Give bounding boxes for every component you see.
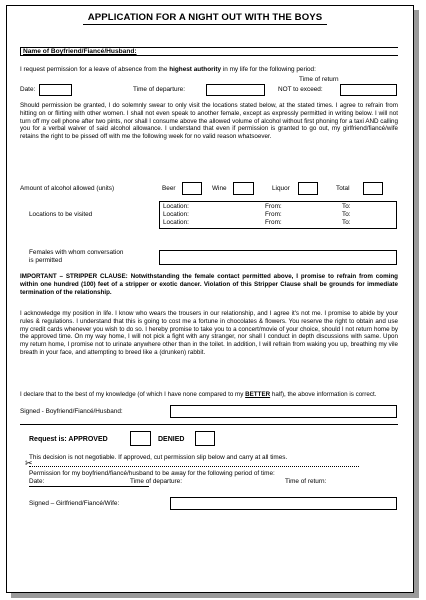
cut-line [29, 466, 359, 467]
form-title: APPLICATION FOR A NIGHT OUT WITH THE BOYS [83, 12, 327, 25]
declaration: I declare that to the best of my knowledge (of which I have none compared to my BETTER half), the above information is correct. [20, 391, 377, 398]
slip-departure-label: Time of departure: [130, 478, 182, 485]
return-label-line1: Time of return [299, 76, 339, 83]
signed-girlfriend-label: Signed – Girlfriend/Fiancé/Wife: [29, 500, 120, 507]
slip-return-label: Time of return: [285, 478, 327, 485]
liquor-field[interactable] [298, 182, 318, 195]
females-field[interactable] [159, 250, 397, 265]
location-row-1-from: From: [265, 203, 282, 210]
approved-checkbox[interactable] [130, 431, 151, 446]
total-field[interactable] [363, 182, 383, 195]
alcohol-label: Amount of alcohol allowed (units) [20, 185, 115, 192]
name-field[interactable] [20, 47, 398, 56]
denied-label: DENIED [158, 436, 185, 443]
name-label: Name of Boyfriend/Fiancé/Husband: [23, 48, 137, 55]
permission-paragraph: Should permission be granted, I do solemnly swear to only visit the locations stated below, at the stated times. I agree to refrain from hitting on or flirting with other women. I shall not even speak to another female, except as expressly permitted in writing below. I will not turn off my cell phone after two pints, nor shall I consume above the allowed volume of alcohol without first phoning for a taxi AND calling you for a verbal waiver of said alcohol allowance. I understand that even if permission is granted to go out, my girlfriend/fiancé/wife retains the right to be pissed off with me the following week for no valid reason whatsoever. [20, 102, 398, 140]
liquor-label: Liquor [272, 185, 290, 192]
date-field[interactable] [39, 84, 72, 96]
date-label: Date: [20, 86, 36, 93]
location-row-1-location: Location: [163, 203, 189, 210]
females-label-line1: Females with whom conversation [29, 249, 124, 256]
location-row-3-to: To: [342, 219, 351, 226]
signed-boyfriend-field[interactable] [170, 405, 397, 418]
locations-label: Locations to be visited [29, 211, 93, 218]
signed-girlfriend-field[interactable] [170, 497, 397, 510]
location-row-2-location: Location: [163, 211, 189, 218]
divider [20, 424, 398, 425]
location-row-3-from: From: [265, 219, 282, 226]
request-line: I request permission for a leave of absence from the highest authority in my life for the following period: [20, 66, 316, 73]
request-is-approved-label: Request is: APPROVED [29, 436, 108, 443]
wine-label: Wine [212, 185, 227, 192]
slip-underline [29, 486, 149, 487]
acknowledge-paragraph: I acknowledge my position in life. I know who wears the trousers in our relationship, and I agree it's not me. I promise to abide by your rules & regulations. I understand that this is going to cost me a fortune in chocolates & flowers. You reserve the right to obtain and use my credit cards whenever you wish to do so. I hereby promise to take you to a concert/movie of your choice, should I not return home by the approved time. On my way home, I will not pick a fight with any stranger, nor shall I conduct in depth discussions with same. Upon my return home, I promise not to urinate anywhere other than in the toilet. In addition, I will refrain from waking you up, breathing my vile breath in your face, and attempting to breed like a (drunken) rabbit. [20, 310, 398, 356]
departure-label: Time of departure: [133, 86, 185, 93]
return-field[interactable] [340, 84, 397, 96]
location-row-2-from: From: [265, 211, 282, 218]
wine-field[interactable] [233, 182, 254, 195]
return-label-line2: NOT to exceed: [278, 86, 323, 93]
beer-field[interactable] [182, 182, 202, 195]
scissors-icon: ✂ [25, 458, 33, 468]
females-label-line2: is permitted [29, 257, 63, 264]
slip-date-label: Date: [29, 478, 45, 485]
beer-label: Beer [162, 185, 176, 192]
departure-field[interactable] [206, 84, 265, 96]
location-row-1-to: To: [342, 203, 351, 210]
decision-text: This decision is not negotiable. If approved, cut permission slip below and carry at all times. [29, 454, 288, 461]
slip-permission-text: Permission for my boyfriend/fiancé/husband to be away for the following period of time: [29, 470, 275, 477]
location-row-3-location: Location: [163, 219, 189, 226]
signed-boyfriend-label: Signed - Boyfriend/Fiancé/Husband: [20, 408, 123, 415]
total-label: Total [336, 185, 350, 192]
stripper-clause: IMPORTANT – STRIPPER CLAUSE: Notwithstanding the female contact permitted above, I promise to refrain from coming within one hundred (100) feet of a stripper or exotic dancer. Violation of this Stripper Clause shall be grounds for immediate termination of the relationship. [20, 273, 398, 296]
denied-checkbox[interactable] [195, 431, 215, 446]
location-row-2-to: To: [342, 211, 351, 218]
